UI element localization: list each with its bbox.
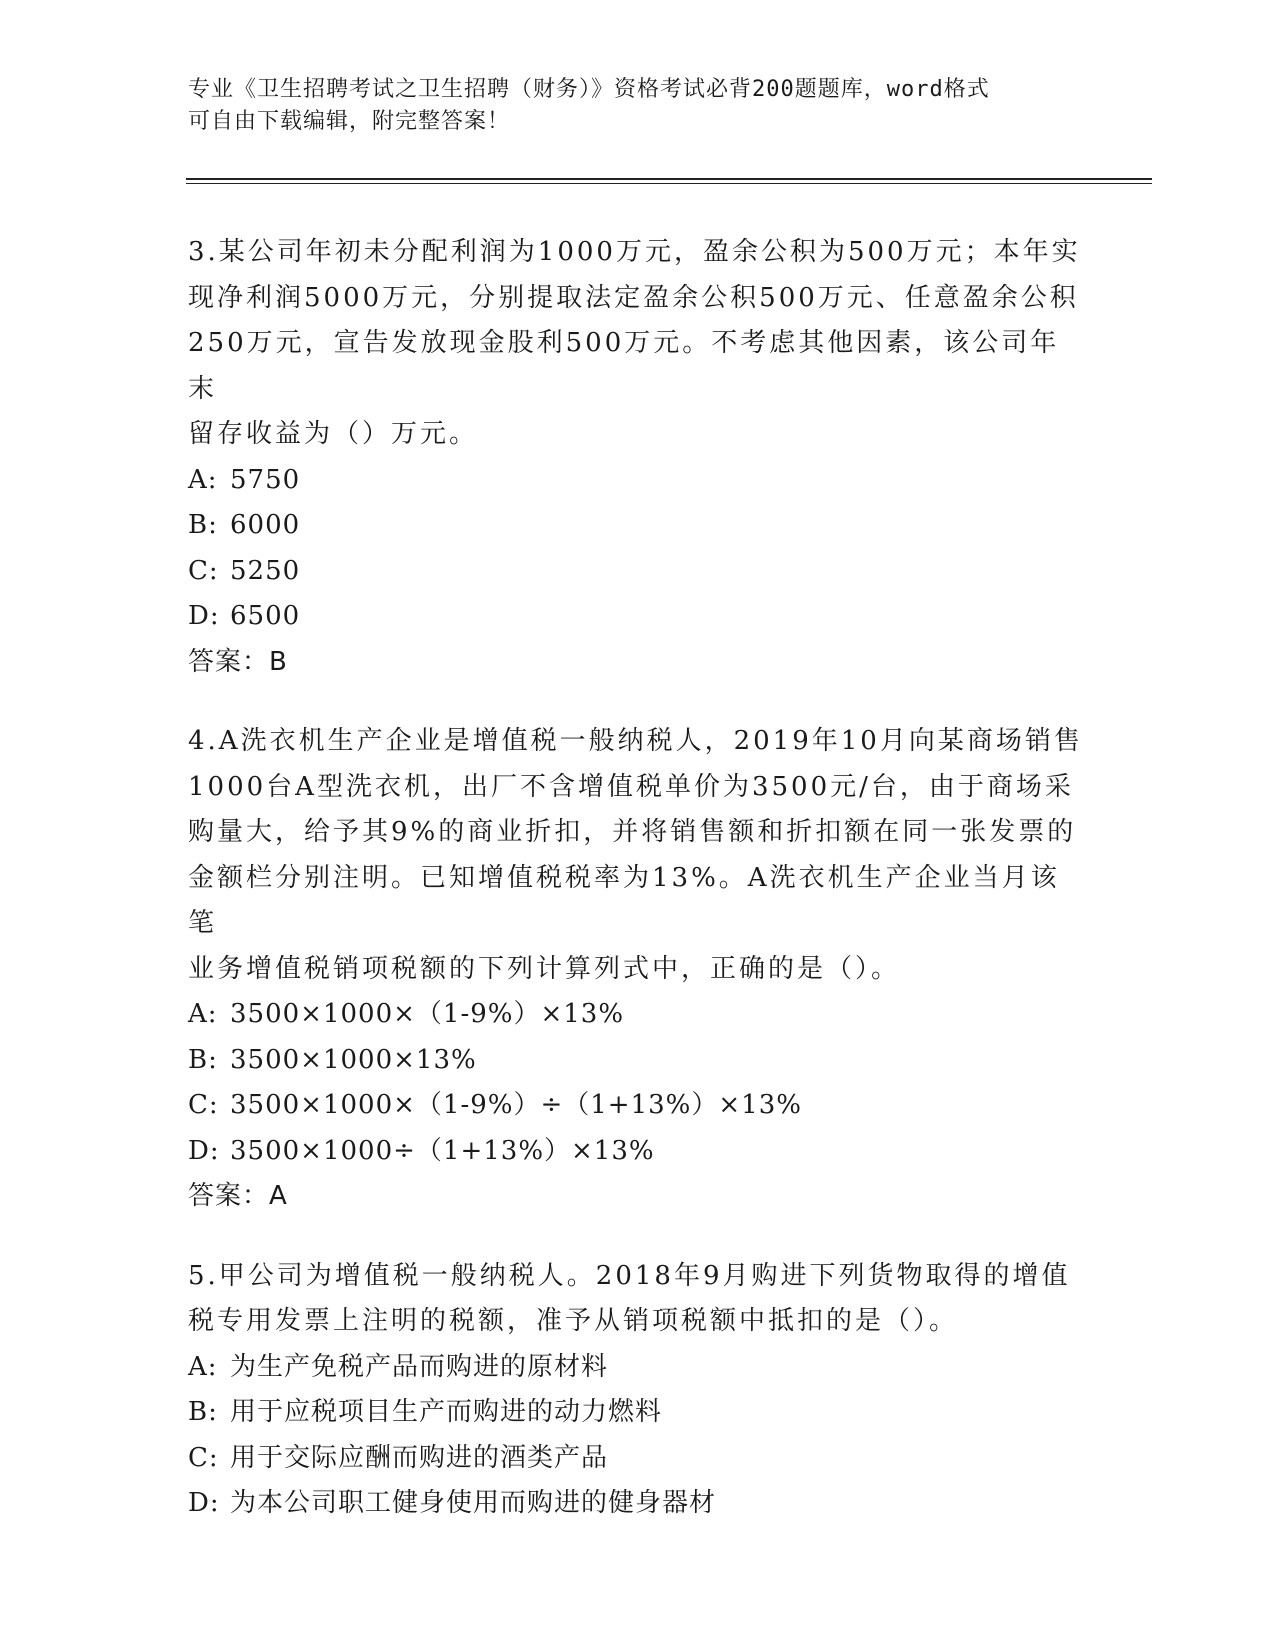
- option-d: [188, 1129, 1088, 1175]
- header-title-line-1: 专业《卫生招聘考试之卫生招聘（财务）》资格考试必背200题题库，word格式: [188, 77, 990, 102]
- option-text: 3500×1000÷（1+13%）×13%: [230, 1135, 655, 1166]
- header-divider-thin: [186, 183, 1152, 184]
- question-stem-line: 购量大，给予其9%的商业折扣，并将销售额和折扣额在同一张发票的: [188, 817, 1077, 847]
- option-letter: D:: [188, 601, 220, 631]
- question-stem-line: 3.某公司年初未分配利润为1000万元，盈余公积为500万元；本年实: [188, 237, 1081, 267]
- option-letter: C:: [188, 1442, 219, 1473]
- header-divider-thick: [186, 178, 1152, 180]
- question-stem-line: 金额栏分别注明。已知增值税税率为13%。A洗衣机生产企业当月该笔: [188, 862, 1060, 938]
- option-text: 为本公司职工健身使用而购进的健身器材: [230, 1488, 717, 1518]
- option-letter: B:: [188, 1397, 218, 1427]
- option-c: [188, 1083, 1088, 1129]
- option-a: [188, 992, 1088, 1038]
- option-c: [188, 549, 1088, 595]
- question-stem-line: 4.A洗衣机生产企业是增值税一般纳税人，2019年10月向某商场销售: [188, 726, 1083, 756]
- answer-label: 答案：B: [188, 646, 288, 677]
- option-text: 3500×1000×（1-9%）÷（1+13%）×13%: [230, 1090, 802, 1120]
- option-d: [188, 594, 1088, 640]
- option-letter: B:: [188, 510, 218, 540]
- question-stem-line: 税专用发票上注明的税额，准予从销项税额中抵扣的是（）。: [188, 1306, 959, 1336]
- option-letter: C:: [188, 555, 219, 586]
- answer-label: 答案：A: [188, 1181, 288, 1211]
- option-letter: A:: [188, 999, 218, 1029]
- option-letter: C:: [188, 1090, 219, 1120]
- question-list: [188, 230, 1088, 1561]
- question-stem-line: 5.甲公司为增值税一般纳税人。2018年9月购进下列货物取得的增值: [188, 1260, 1071, 1291]
- option-c: [188, 1436, 1088, 1482]
- option-b: [188, 1038, 1088, 1084]
- question-4: [188, 719, 1088, 1220]
- option-letter: D:: [188, 1135, 220, 1166]
- option-text: 3500×1000×13%: [230, 1044, 477, 1075]
- question-stem-line: 250万元，宣告发放现金股利500万元。不考虑其他因素，该公司年末: [188, 328, 1060, 404]
- option-letter: D:: [188, 1488, 220, 1518]
- option-letter: B:: [188, 1044, 218, 1075]
- option-letter: A:: [188, 464, 218, 495]
- option-text: 6500: [230, 601, 301, 631]
- question-5: [188, 1254, 1088, 1527]
- option-b: [188, 503, 1088, 549]
- option-a: [188, 1345, 1088, 1391]
- question-stem-line: 业务增值税销项税额的下列计算列式中，正确的是（）。: [188, 953, 901, 984]
- option-text: 5250: [230, 555, 301, 586]
- question-stem-line: 1000台A型洗衣机，出厂不含增值税单价为3500元/台，由于商场采: [188, 771, 1074, 802]
- option-text: 6000: [230, 510, 301, 540]
- document-header: [188, 74, 1088, 138]
- option-text: 用于交际应酬而购进的酒类产品: [230, 1442, 609, 1473]
- option-d: [188, 1481, 1088, 1527]
- option-text: 用于应税项目生产而购进的动力燃料: [230, 1397, 663, 1427]
- option-text: 5750: [230, 464, 301, 495]
- option-text: 为生产免税产品而购进的原材料: [230, 1351, 609, 1382]
- option-text: 3500×1000×（1-9%）×13%: [230, 999, 625, 1029]
- question-stem-line: 留存收益为（）万元。: [188, 419, 479, 449]
- header-title-line-2: 可自由下载编辑，附完整答案！: [188, 109, 511, 134]
- option-b: [188, 1390, 1088, 1436]
- option-a: [188, 458, 1088, 504]
- question-stem-line: 现净利润5000万元，分别提取法定盈余公积500万元、任意盈余公积: [188, 282, 1079, 313]
- option-letter: A:: [188, 1351, 218, 1382]
- question-3: [188, 230, 1088, 685]
